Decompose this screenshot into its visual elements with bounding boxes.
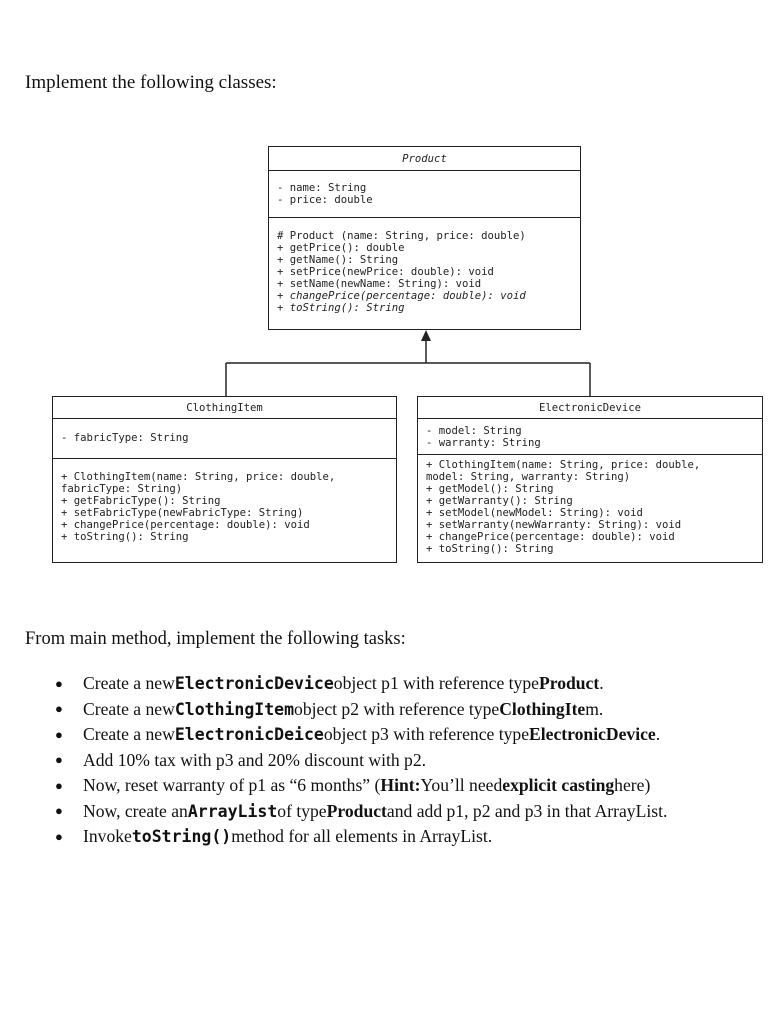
clothing-item-attributes	[53, 419, 396, 459]
electronic-device-method: + getModel(): String	[426, 483, 554, 495]
product-class-box	[268, 146, 581, 330]
bullet-icon: ●	[55, 777, 63, 793]
product-method: + changePrice(percentage: double): void	[277, 290, 526, 302]
product-method: + toString(): String	[277, 302, 405, 314]
product-attributes	[269, 171, 580, 218]
clothing-item-methods	[53, 459, 396, 547]
electronic-device-attribute: - model: String	[426, 425, 522, 437]
electronic-device-method: + toString(): String	[426, 543, 554, 555]
clothing-item-method: fabricType: String)	[61, 483, 183, 495]
product-attribute: - price: double	[277, 194, 373, 206]
product-attribute: - name: String	[277, 182, 367, 194]
clothing-item-method: + ClothingItem(name: String, price: double,	[61, 471, 336, 483]
clothing-item-class-title: ClothingItem	[53, 397, 396, 419]
electronic-device-methods	[418, 455, 762, 559]
task-item: ● Now, reset warranty of p1 as “6 months” ( Hint: You’ll need explicit casting here)	[55, 775, 651, 796]
task-list	[55, 671, 667, 850]
bullet-icon: ●	[55, 752, 63, 768]
electronic-device-method: + changePrice(percentage: double): void	[426, 531, 675, 543]
electronic-device-method: model: String, warranty: String)	[426, 471, 631, 483]
product-methods	[269, 218, 580, 318]
electronic-device-class-title: ElectronicDevice	[418, 397, 762, 419]
product-method: + setPrice(newPrice: double): void	[277, 266, 494, 278]
electronic-device-attribute: - warranty: String	[426, 437, 541, 449]
electronic-device-attributes	[418, 419, 762, 455]
electronic-device-class-box	[417, 396, 763, 563]
product-class-title: Product	[269, 147, 580, 171]
clothing-item-method: + changePrice(percentage: double): void	[61, 519, 310, 531]
electronic-device-method: + setModel(newModel: String): void	[426, 507, 643, 519]
bullet-icon: ●	[55, 803, 63, 819]
bullet-icon: ●	[55, 726, 63, 742]
task-item: ● Create a new ElectronicDevice object p1 with reference type Product .	[55, 673, 604, 694]
task-item: ● Add 10% tax with p3 and 20% discount with p2.	[55, 749, 427, 770]
task-item: ● Create a new ElectronicDeice object p3 with reference type ElectronicDevice .	[55, 724, 661, 745]
clothing-item-class-box	[52, 396, 397, 563]
task-item: ● Invoke toString() method for all elements in ArrayList.	[55, 826, 493, 847]
bullet-icon: ●	[55, 701, 63, 717]
electronic-device-method: + ClothingItem(name: String, price: double,	[426, 459, 701, 471]
product-method: + getName(): String	[277, 254, 399, 266]
clothing-item-method: + toString(): String	[61, 531, 189, 543]
electronic-device-method: + setWarranty(newWarranty: String): void	[426, 519, 682, 531]
clothing-item-method: + getFabricType(): String	[61, 495, 221, 507]
electronic-device-method: + getWarranty(): String	[426, 495, 573, 507]
tasks-heading: From main method, implement the following tasks:	[25, 629, 406, 649]
inheritance-arrowhead	[421, 330, 431, 341]
product-method: + getPrice(): double	[277, 242, 405, 254]
clothing-item-method: + setFabricType(newFabricType: String)	[61, 507, 304, 519]
bullet-icon: ●	[55, 675, 63, 691]
product-method: # Product (name: String, price: double)	[277, 230, 526, 242]
product-method: + setName(newName: String): void	[277, 278, 482, 290]
bullet-icon: ●	[55, 828, 63, 844]
task-item: ● Now, create an ArrayList of type Product and add p1, p2 and p3 in that ArrayList.	[55, 800, 668, 821]
task-item: ● Create a new ClothingItem object p2 with reference type ClothingIte m.	[55, 698, 604, 719]
intro-heading: Implement the following classes:	[25, 72, 277, 93]
clothing-item-attribute: - fabricType: String	[61, 432, 189, 444]
